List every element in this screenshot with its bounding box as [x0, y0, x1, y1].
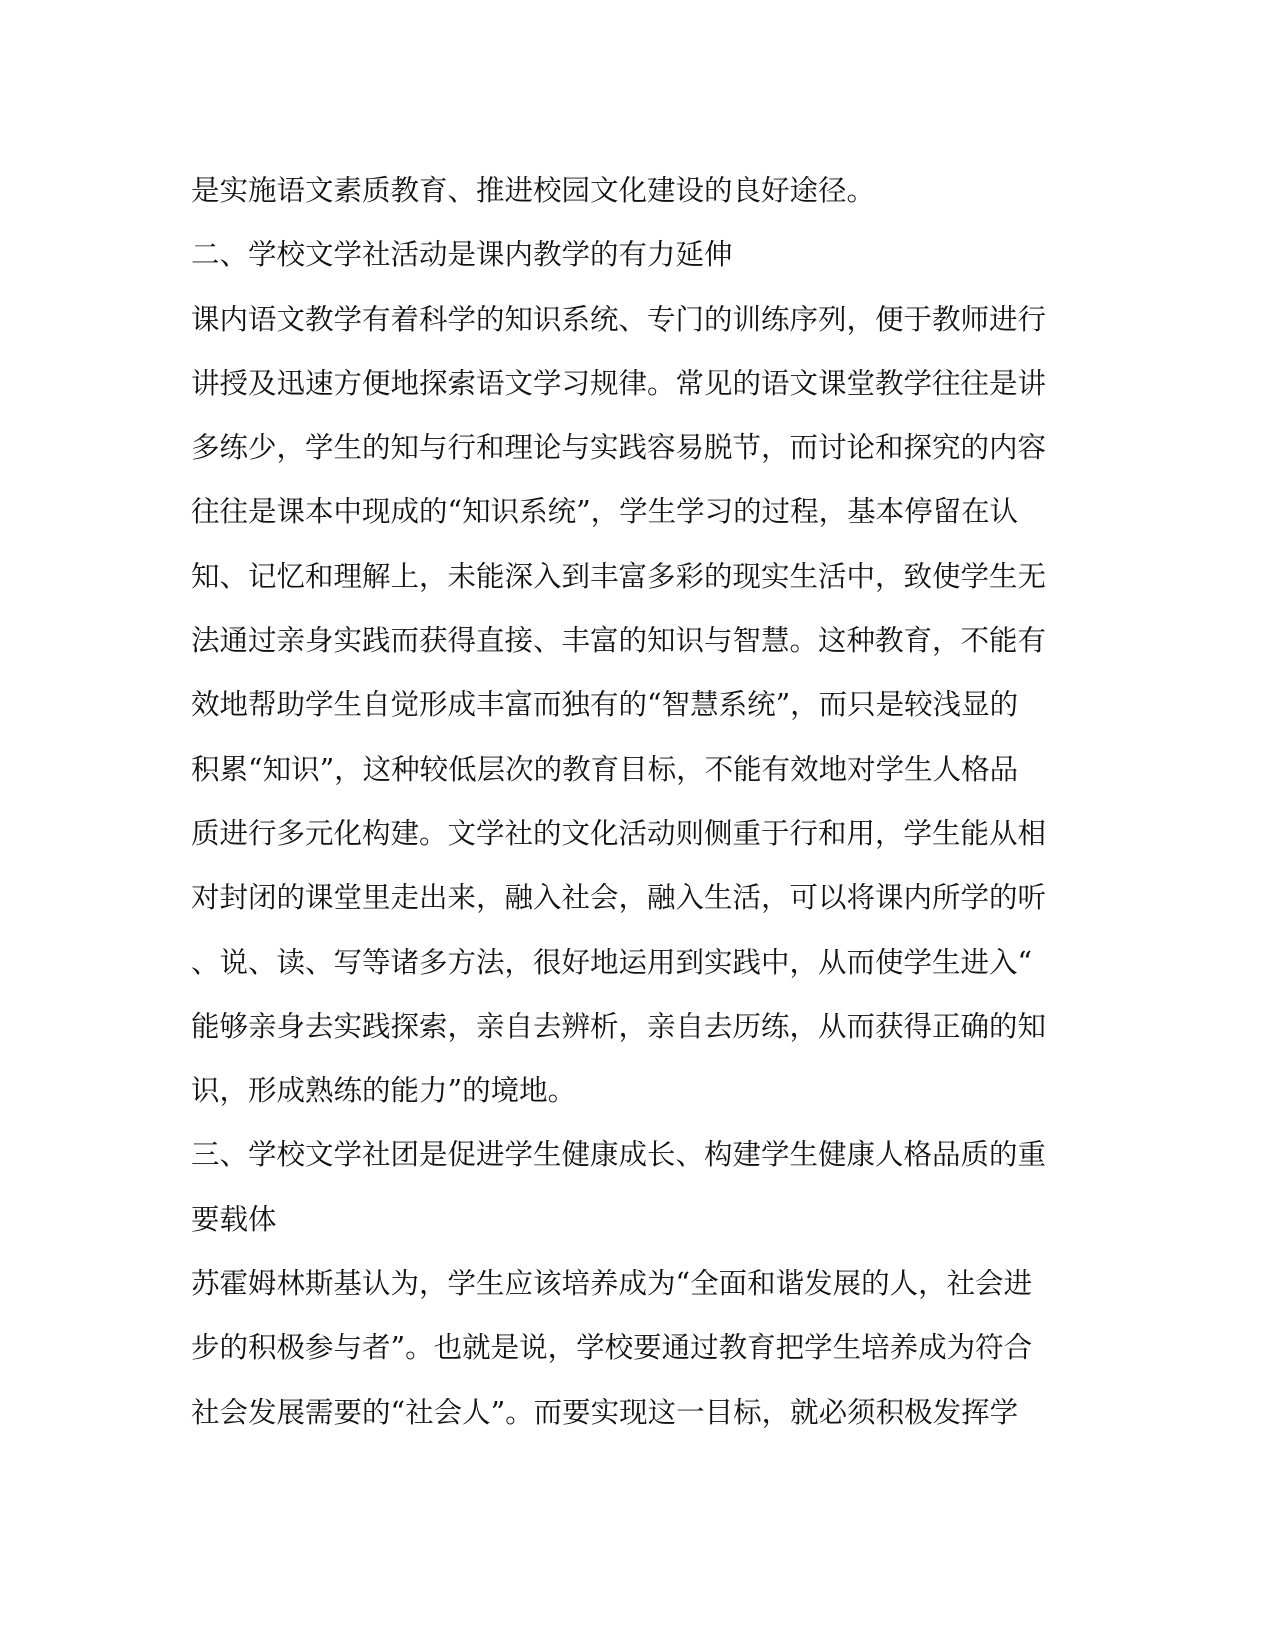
text-line: 知、记忆和理解上，未能深入到丰富多彩的现实生活中，致使学生无: [191, 559, 1047, 593]
text-line: 步的积极参与者”。也就是说，学校要通过教育把学生培养成为符合: [191, 1331, 1033, 1365]
text-line: 往往是课本中现成的“知识系统”，学生学习的过程，基本停留在认: [191, 495, 1019, 529]
text-line: 质进行多元化构建。文学社的文化活动则侧重于行和用，学生能从相: [191, 816, 1047, 850]
text-line: 讲授及迅速方便地探索语文学习规律。常见的语文课堂教学往往是讲: [191, 366, 1047, 400]
body-text: [191, 165, 1071, 1451]
text-line: 多练少，学生的知与行和理论与实践容易脱节，而讨论和探究的内容: [191, 431, 1047, 465]
text-line: 能够亲身去实践探索，亲自去辨析，亲自去历练，从而获得正确的知: [191, 1009, 1047, 1043]
text-line: 效地帮助学生自觉形成丰富而独有的“智慧系统”，而只是较浅显的: [191, 688, 1019, 722]
text-line: 苏霍姆林斯基认为，学生应该培养成为“全面和谐发展的人，社会进: [191, 1267, 1033, 1301]
section-heading-continued: 要载体: [191, 1202, 277, 1236]
text-line: 社会发展需要的“社会人”。而要实现这一目标，就必须积极发挥学: [191, 1395, 1019, 1429]
text-line: 是实施语文素质教育、推进校园文化建设的良好途径。: [191, 174, 876, 207]
text-line: 、说、读、写等诸多方法，很好地运用到实践中，从而使学生进入“: [191, 945, 1033, 979]
section-heading: 三、学校文学社团是促进学生健康成长、构建学生健康人格品质的重: [191, 1138, 1047, 1172]
text-line: 对封闭的课堂里走出来，融入社会，融入生活，可以将课内所学的听: [191, 881, 1047, 915]
text-line: 积累“知识”，这种较低层次的教育目标，不能有效地对学生人格品: [191, 752, 1019, 786]
text-line: 法通过亲身实践而获得直接、丰富的知识与智慧。这种教育，不能有: [191, 624, 1047, 658]
section-heading: 二、学校文学社活动是课内教学的有力延伸: [191, 238, 733, 272]
text-line: 识，形成熟练的能力”的境地。: [191, 1074, 577, 1108]
text-line: 课内语文教学有着科学的知识系统、专门的训练序列，便于教师进行: [191, 302, 1047, 336]
